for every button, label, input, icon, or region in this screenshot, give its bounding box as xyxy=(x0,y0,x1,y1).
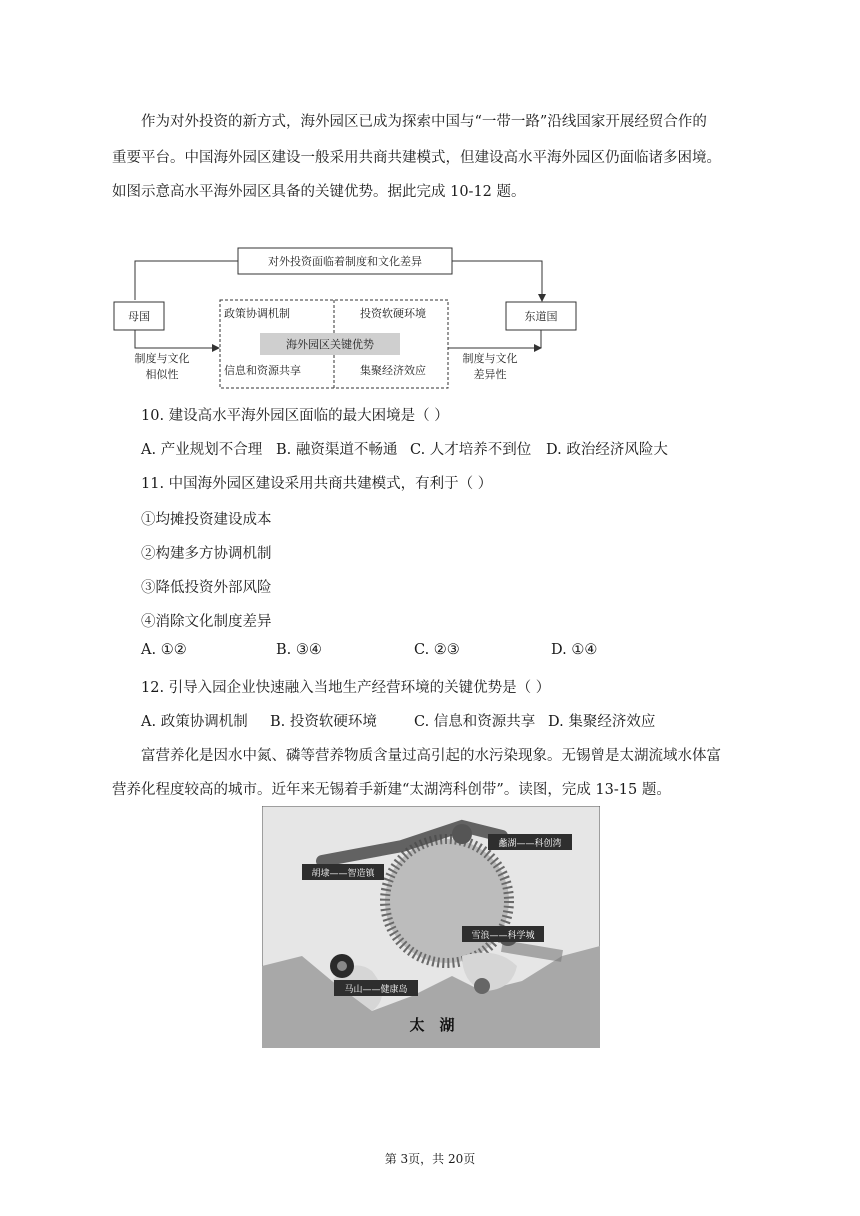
left-note-1: 制度与文化 xyxy=(134,352,190,365)
label-mashan xyxy=(334,980,418,996)
taihu-bay-map xyxy=(262,806,600,1048)
intro-line-1: 作为对外投资的新方式，海外园区已成为探索中国与“一带一路”沿线国家开展经贸合作的 xyxy=(141,114,707,130)
svg-text:雪浪——科学城: 雪浪——科学城 xyxy=(471,931,535,941)
label-hudai xyxy=(302,864,384,880)
label-xuelang xyxy=(462,926,544,942)
top-label: 对外投资面临着制度和文化差异 xyxy=(268,255,422,268)
q10-option-d: D. 政治经济风险大 xyxy=(546,442,668,458)
host-country: 东道国 xyxy=(524,310,558,323)
q12-option-b: B. 投资软硬环境 xyxy=(270,714,377,730)
q10-option-b: B. 融资渠道不畅通 xyxy=(276,442,398,458)
passage2-line-2: 营养化程度较高的城市。近年来无锡着手新建“太湖湾科创带”。读图，完成 13-15 题。 xyxy=(112,782,671,798)
cell-info-sharing: 信息和资源共享 xyxy=(224,364,301,377)
q11-item-2: ②构建多方协调机制 xyxy=(141,546,272,562)
cell-agglomeration: 集聚经济效应 xyxy=(360,364,426,377)
svg-text:蠡湖——科创湾: 蠡湖——科创湾 xyxy=(498,839,562,849)
center-label: 海外园区关键优势 xyxy=(286,338,374,351)
q12-option-a: A. 政策协调机制 xyxy=(141,714,248,730)
park-advantage-diagram xyxy=(110,244,580,390)
left-note-2: 相似性 xyxy=(145,368,179,381)
cell-environment: 投资软硬环境 xyxy=(360,307,426,320)
svg-text:胡埭——智造镇: 胡埭——智造镇 xyxy=(311,869,375,879)
q10-option-c: C. 人才培养不到位 xyxy=(410,442,532,458)
q11-option-c: C. ②③ xyxy=(414,642,460,658)
q11-item-4: ④消除文化制度差异 xyxy=(141,614,272,630)
svg-text:马山——健康岛: 马山——健康岛 xyxy=(344,985,408,995)
q12-stem: 12. 引导入园企业快速融入当地生产经营环境的关键优势是（ ） xyxy=(141,680,551,696)
q11-option-b: B. ③④ xyxy=(276,642,322,658)
passage2-line-1: 富营养化是因水中氮、磷等营养物质含量过高引起的水污染现象。无锡曾是太湖流域水体富 xyxy=(141,748,721,764)
q10-stem: 10. 建设高水平海外园区面临的最大困境是（ ） xyxy=(141,408,449,424)
q11-option-a: A. ①② xyxy=(141,642,187,658)
intro-line-2: 重要平台。中国海外园区建设一般采用共商共建模式，但建设高水平海外园区仍面临诸多困境。 xyxy=(112,150,721,166)
q11-stem: 11. 中国海外园区建设采用共商共建模式，有利于（ ） xyxy=(141,476,493,492)
node-lihu xyxy=(452,824,472,844)
q11-item-1: ①均摊投资建设成本 xyxy=(141,512,272,528)
home-country: 母国 xyxy=(128,310,150,323)
right-note-2: 差异性 xyxy=(473,368,507,381)
label-lihu xyxy=(488,834,572,850)
q11-option-d: D. ①④ xyxy=(551,642,598,658)
q12-option-c: C. 信息和资源共享 xyxy=(414,714,536,730)
intro-line-3: 如图示意高水平海外园区具备的关键优势。据此完成 10-12 题。 xyxy=(112,184,526,200)
cell-policy: 政策协调机制 xyxy=(224,307,290,320)
right-note-1: 制度与文化 xyxy=(462,352,518,365)
lake-label: 太 湖 xyxy=(409,1016,455,1034)
page-footer: 第 3页，共 20页 xyxy=(384,1152,476,1166)
q10-option-a: A. 产业规划不合理 xyxy=(141,442,263,458)
q11-item-3: ③降低投资外部风险 xyxy=(141,580,272,596)
q12-option-d: D. 集聚经济效应 xyxy=(548,714,656,730)
